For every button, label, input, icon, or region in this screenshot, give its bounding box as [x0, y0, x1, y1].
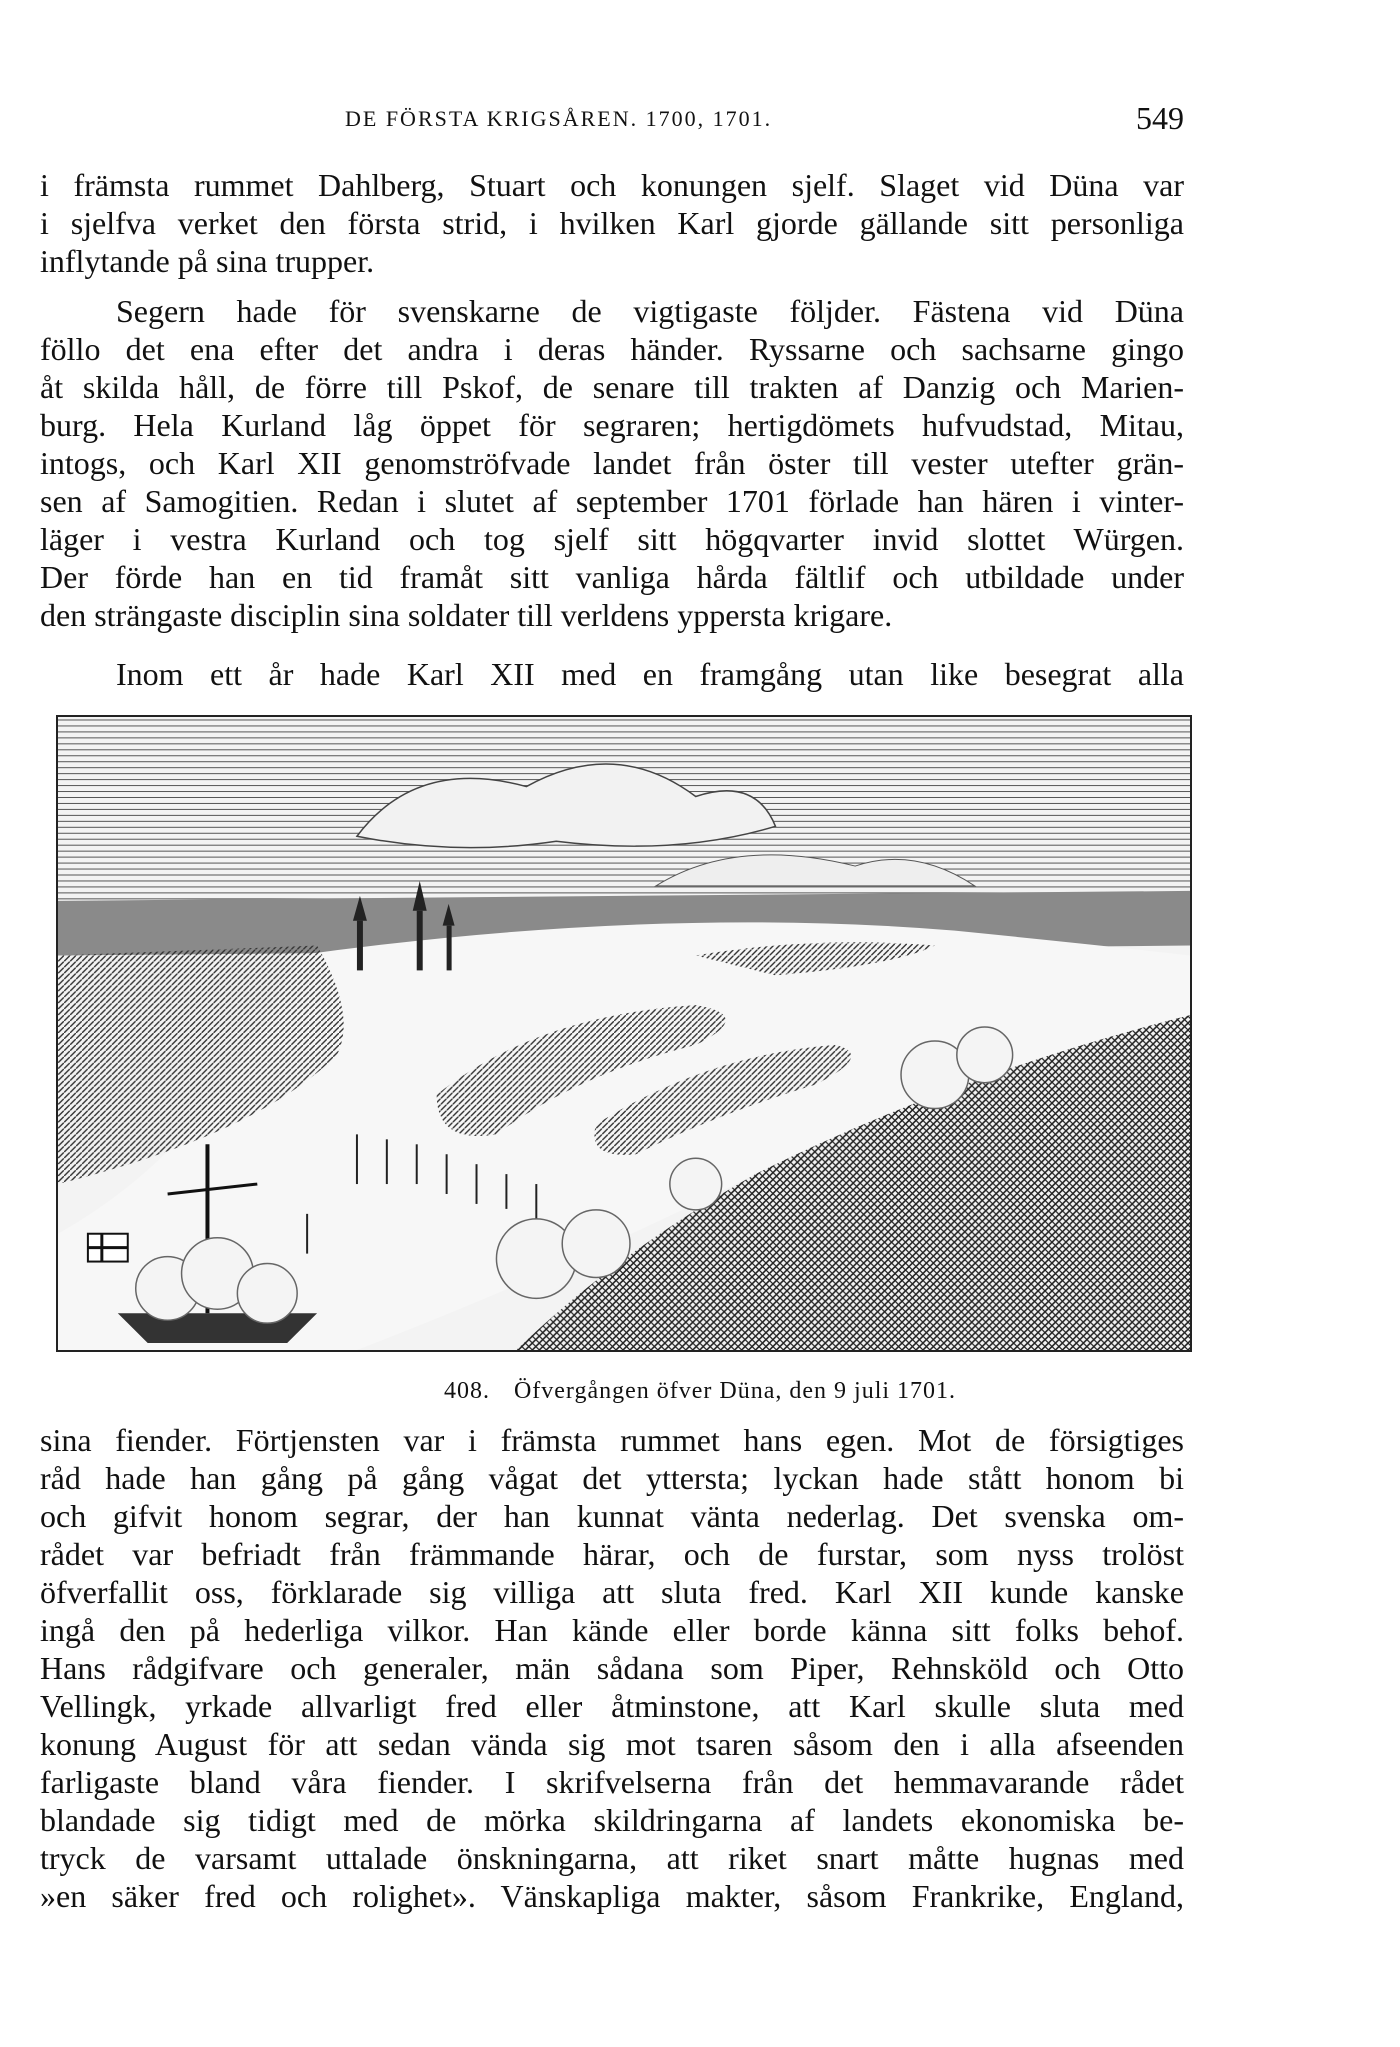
text-line: åt skilda håll, de förre till Pskof, de senare till trakten af Danzig och Marien- — [40, 369, 1184, 405]
text-line: läger i vestra Kurland och tog sjelf sitt högqvarter invid slottet Würgen. — [40, 521, 1184, 557]
text-line: inflytande på sina trupper. — [40, 243, 375, 279]
text-line: föllo det ena efter det andra i deras händer. Ryssarne och sachsarne gingo — [40, 331, 1184, 367]
text-line: Segern hade för svenskarne de vigtigaste följder. Fästena vid Düna — [116, 293, 1184, 329]
figure-number: 408. — [443, 1378, 490, 1404]
text-line: och gifvit honom segrar, der han kunnat vänta nederlag. Det svenska om- — [40, 1498, 1184, 1534]
text-line: i sjelfva verket den första strid, i hvilken Karl gjorde gällande sitt personliga — [40, 205, 1184, 241]
river-crossing-illustration — [58, 717, 1190, 1350]
text-line: farligaste bland våra fiender. I skrifvelserna från det hemmavarande rådet — [40, 1764, 1184, 1800]
text-line: tryck de varsamt uttalade önskningarna, att riket snart måtte hugnas med — [40, 1840, 1184, 1876]
text-line: rådet var befriadt från främmande härar, och de furstar, som nyss trolöst — [40, 1536, 1184, 1572]
battle-engraving — [56, 715, 1192, 1352]
text-line: Vellingk, yrkade allvarligt fred eller åtminstone, att Karl skulle sluta med — [40, 1688, 1184, 1724]
figure-caption — [0, 1378, 1400, 1405]
paragraph-4 — [40, 1421, 1184, 1915]
text-line: råd hade han gång på gång vågat det yttersta; lyckan hade stått honom bi — [40, 1460, 1184, 1496]
page-header — [0, 100, 1400, 140]
text-line: intogs, och Karl XII genomströfvade landet från öster till vester utefter grän- — [40, 445, 1184, 481]
text-line: blandade sig tidigt med de mörka skildringarna af landets ekonomiska be- — [40, 1802, 1184, 1838]
text-line: Hans rådgifvare och generaler, män sådana som Piper, Rehnsköld och Otto — [40, 1650, 1184, 1686]
text-line: Inom ett år hade Karl XII med en framgång utan like besegrat alla — [116, 656, 1184, 692]
text-line: i främsta rummet Dahlberg, Stuart och konungen sjelf. Slaget vid Düna var — [40, 167, 1184, 203]
text-line: ingå den på hederliga vilkor. Han kände eller borde känna sitt folks behof. — [40, 1612, 1184, 1648]
page-number: 549 — [1136, 100, 1184, 136]
paragraph-2 — [40, 292, 1184, 634]
text-line: burg. Hela Kurland låg öppet för segraren; hertigdömets hufvudstad, Mitau, — [40, 407, 1184, 443]
text-line: öfverfallit oss, förklarade sig villiga att sluta fred. Karl XII kunde kanske — [40, 1574, 1184, 1610]
text-line: »en säker fred och rolighet». Vänskapliga makter, såsom Frankrike, England, — [40, 1878, 1184, 1914]
text-line: konung August för att sedan vända sig mot tsaren såsom den i alla afseenden — [40, 1726, 1184, 1762]
paragraph-1 — [40, 166, 1184, 280]
paragraph-3 — [40, 655, 1184, 693]
text-line: Der förde han en tid framåt sitt vanliga hårda fältlif och utbildade under — [40, 559, 1184, 595]
text-line: sen af Samogitien. Redan i slutet af september 1701 förlade han hären i vinter- — [40, 483, 1184, 519]
text-line: den strängaste disciplin sina soldater till verldens yppersta krigare. — [40, 597, 893, 633]
figure-title: Öfvergången öfver Düna, den 9 juli 1701. — [513, 1378, 957, 1404]
text-line: sina fiender. Förtjensten var i främsta rummet hans egen. Mot de försigtiges — [40, 1422, 1184, 1458]
running-head: DE FÖRSTA KRIGSÅREN. 1700, 1701. — [345, 106, 773, 131]
